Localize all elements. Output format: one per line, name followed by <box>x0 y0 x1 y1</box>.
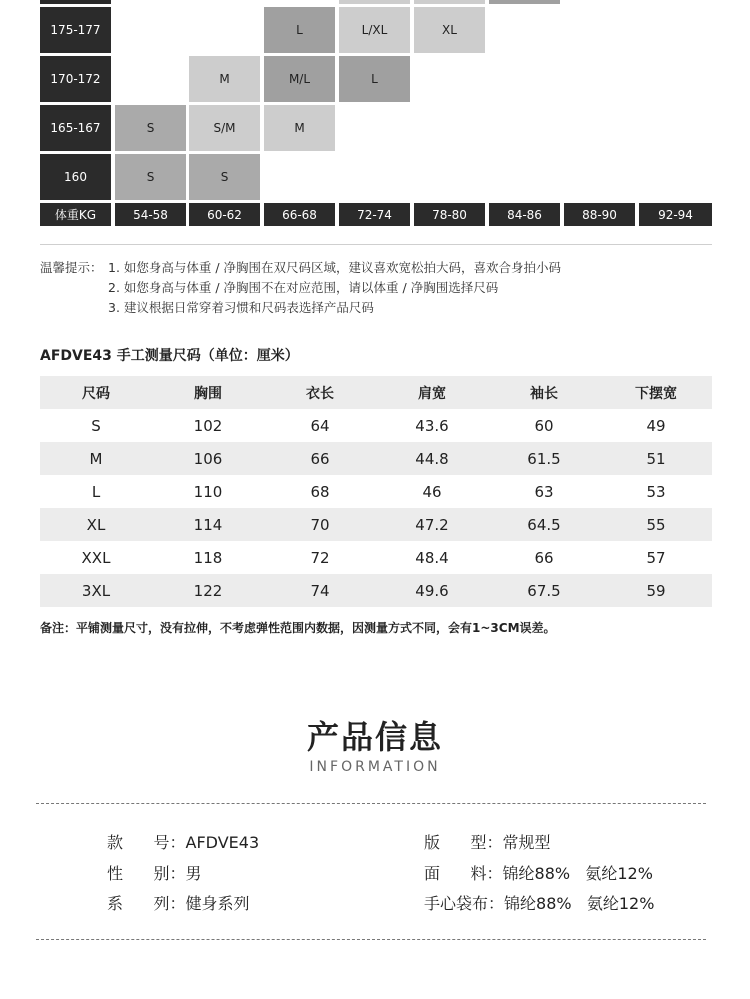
info-item-fit <box>424 830 551 853</box>
table-cell: 67.5 <box>527 581 561 600</box>
column-header: 肩宽 <box>418 385 446 402</box>
info-key: 性 别： <box>107 864 186 883</box>
measure-note: 备注：平铺测量尺寸，没有拉伸，不考虑弹性范围内数据，因测量方式不同，会有1~3CM误差。 <box>40 621 556 635</box>
table-cell: 70 <box>310 515 330 534</box>
table-cell: 64.5 <box>527 515 561 534</box>
info-value: 男 <box>185 864 202 883</box>
size-cell: L/XL <box>339 7 410 53</box>
table-cell: 63 <box>534 482 554 501</box>
table-cell: 59 <box>646 581 666 600</box>
height-label: 170-172 <box>40 56 111 102</box>
size-grid <box>40 0 712 230</box>
info-value: 健身系列 <box>185 894 250 913</box>
tip-item: 3. 建议根据日常穿着习惯和尺码表选择产品尺码 <box>108 300 374 315</box>
table-row <box>40 508 712 541</box>
table-cell: 114 <box>193 515 223 534</box>
grid-cutoff-cell <box>339 0 410 4</box>
height-label: 160 <box>40 154 111 200</box>
table-cell: 3XL <box>81 581 111 600</box>
table-cell: 118 <box>193 548 223 567</box>
info-value: 锦纶88% 氨纶12% <box>502 864 653 883</box>
size-cell: M/L <box>264 56 335 102</box>
table-cell: 43.6 <box>415 416 449 435</box>
table-cell: 51 <box>646 449 666 468</box>
size-cell: M <box>189 56 260 102</box>
size-cell: S <box>115 154 186 200</box>
table-cell: 106 <box>193 449 223 468</box>
table-cell: 49 <box>646 416 666 435</box>
tip-item: 1. 如您身高与体重 / 净胸围在双尺码区域，建议喜欢宽松拍大码，喜欢合身拍小码 <box>108 260 562 275</box>
product-info-subtitle: INFORMATION <box>309 759 441 775</box>
info-value: 锦纶88% 氨纶12% <box>504 894 655 913</box>
info-value: 常规型 <box>502 833 551 852</box>
table-cell: 47.2 <box>415 515 449 534</box>
height-label: 175-177 <box>40 7 111 53</box>
weight-range: 92-94 <box>639 203 712 226</box>
table-cell: 72 <box>310 548 330 567</box>
info-key: 系 列： <box>107 894 186 913</box>
weight-range: 54-58 <box>115 203 186 226</box>
table-cell: 53 <box>646 482 666 501</box>
size-cell: S <box>189 154 260 200</box>
product-info-title: 产品信息 <box>306 718 443 756</box>
table-cell: 64 <box>310 416 330 435</box>
info-value: AFDVE43 <box>185 833 260 852</box>
table-cell: 74 <box>310 581 330 600</box>
weight-range: 66-68 <box>264 203 335 226</box>
info-key: 面 料： <box>424 864 503 883</box>
info-item-pocket-lining <box>424 891 654 914</box>
table-cell: 61.5 <box>527 449 561 468</box>
column-header: 衣长 <box>306 385 334 402</box>
table-cell: S <box>91 416 101 435</box>
measure-table <box>40 376 712 607</box>
tips-label: 温馨提示： <box>40 260 103 275</box>
grid-cutoff-cell <box>489 0 560 4</box>
table-cell: 110 <box>193 482 223 501</box>
column-header: 胸围 <box>194 385 222 402</box>
table-cell: 66 <box>534 548 554 567</box>
weight-range: 72-74 <box>339 203 410 226</box>
table-row <box>40 442 712 475</box>
table-cell: 68 <box>310 482 330 501</box>
table-row <box>40 541 712 574</box>
table-row <box>40 409 712 442</box>
table-cell: 57 <box>646 548 666 567</box>
table-row <box>40 475 712 508</box>
table-cell: 122 <box>193 581 223 600</box>
table-cell: 60 <box>534 416 554 435</box>
column-header: 袖长 <box>530 385 558 402</box>
grid-cutoff-cell <box>414 0 485 4</box>
size-cell: S/M <box>189 105 260 151</box>
table-cell: 55 <box>646 515 666 534</box>
height-label: 165-167 <box>40 105 111 151</box>
weight-range: 60-62 <box>189 203 260 226</box>
column-header: 尺码 <box>82 385 110 402</box>
size-cell: XL <box>414 7 485 53</box>
divider <box>40 244 712 245</box>
table-cell: XXL <box>81 548 111 567</box>
weight-range: 78-80 <box>414 203 485 226</box>
table-cell: 102 <box>193 416 223 435</box>
size-cell: L <box>264 7 335 53</box>
size-cell: S <box>115 105 186 151</box>
table-cell: 66 <box>310 449 330 468</box>
measure-title: AFDVE43 手工测量尺码（单位：厘米） <box>40 348 299 364</box>
size-cell: L <box>339 56 410 102</box>
column-header: 下摆宽 <box>635 385 677 402</box>
info-key: 版 型： <box>424 833 503 852</box>
table-cell: M <box>89 449 103 468</box>
dashed-divider <box>36 803 706 804</box>
weight-label: 体重KG <box>40 203 111 226</box>
dashed-divider <box>36 939 706 940</box>
table-cell: 48.4 <box>415 548 449 567</box>
table-cell: 49.6 <box>415 581 449 600</box>
table-cell: 44.8 <box>415 449 449 468</box>
info-item-fabric <box>424 861 653 884</box>
grid-cutoff-header <box>40 0 111 4</box>
info-item-gender <box>107 861 202 884</box>
tip-item: 2. 如您身高与体重 / 净胸围不在对应范围，请以体重 / 净胸围选择尺码 <box>108 280 499 295</box>
info-key: 款 号： <box>107 833 186 852</box>
table-cell: 46 <box>422 482 442 501</box>
table-row <box>40 574 712 607</box>
size-cell: M <box>264 105 335 151</box>
table-header-row <box>40 376 712 409</box>
weight-range: 88-90 <box>564 203 635 226</box>
info-key: 手心袋布： <box>424 894 505 913</box>
info-item-series <box>107 891 250 914</box>
weight-range: 84-86 <box>489 203 560 226</box>
info-item-style-no <box>107 830 259 853</box>
table-cell: L <box>91 482 101 501</box>
table-cell: XL <box>86 515 106 534</box>
